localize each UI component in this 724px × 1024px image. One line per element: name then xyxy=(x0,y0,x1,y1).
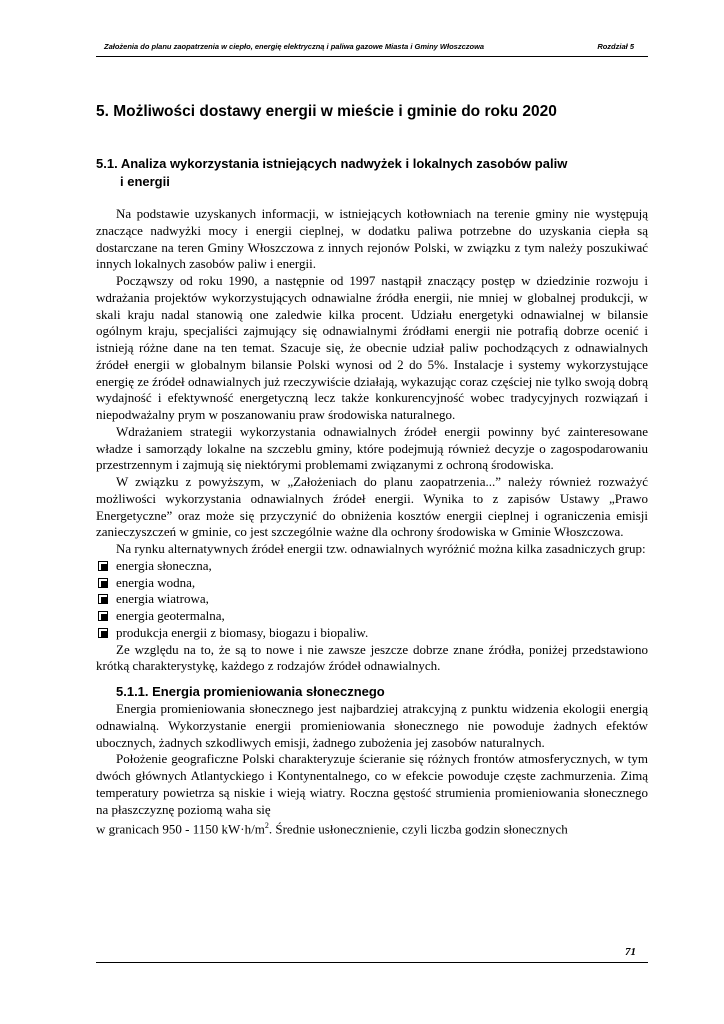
paragraph: Na rynku alternatywnych źródeł energii tzw. odnawialnych wyróżnić można kilka zasadniczych grup: xyxy=(116,541,646,556)
footer-rule xyxy=(96,962,648,963)
paragraph: W związku z powyższym, w „Założeniach do planu zaopatrzenia...” należy również rozważyć możliwości wykorzystania odnawialnych źródeł energii. Wynika to z zapisów Ustawy „Prawo Energetyczne” oraz może się przyczynić do obniżenia kosztów energii cieplnej i ograniczenia emisji zanieczyszczeń w gminie, co jest szczególnie ważne dla ochrony środowiska w Gminie Włoszczowa. xyxy=(96,474,648,540)
paragraph: Ze względu na to, że są to nowe i nie zawsze jeszcze dobrze znane źródła, poniżej przedstawiono krótką charakterystykę, każdego z rodzajów źródeł odnawialnych. xyxy=(96,641,648,674)
subsection-title: 5.1.1. Energia promieniowania słonecznego xyxy=(116,684,385,699)
paragraph: Wdrażaniem strategii wykorzystania odnawialnych źródeł energii powinny być zainteresowane władze i samorządy lokalne na szczeblu gminy, które podejmują również decyzje o zagospodarowaniu przestrzennym i zajmują się niektórymi problemami związanymi z ochroną środowiska. xyxy=(96,423,648,473)
paragraph: Na podstawie uzyskanych informacji, w istniejących kotłowniach na terenie gminy nie występują znaczące nadwyżki mocy i energii cieplnej, w dodatku paliwa potrzebne do uzyskania ciepła są dostarczane na teren Gminy Włoszczowa z innych rejonów Polski, w związku z tym należy poszukiwać innych lokalnych zasobów paliw i energii. xyxy=(96,206,648,272)
checkbox-bullet-icon xyxy=(98,611,108,621)
list-item xyxy=(96,575,648,592)
chapter-title: 5. Możliwości dostawy energii w mieście i gminie do roku 2020 xyxy=(96,103,557,120)
superscript: 2 xyxy=(264,821,269,831)
checkbox-bullet-icon xyxy=(98,594,108,604)
list-item-text: energia geotermalna, xyxy=(116,608,225,623)
list-item xyxy=(96,558,648,575)
header-chapter: Rozdział 5 xyxy=(597,42,634,51)
last-line-suffix: . Średnie usłonecznienie, czyli liczba godzin słonecznych xyxy=(268,821,568,837)
last-line-prefix: w granicach 950 - 1150 kW·h/m xyxy=(96,821,265,837)
page-header xyxy=(96,40,648,57)
body-text xyxy=(96,206,648,838)
paragraph: Począwszy od roku 1990, a następnie od 1997 nastąpił znaczący postęp w dziedzinie rozwoju i wdrażania projektów wykorzystujących odnawialne źródła energii, nie mniej w globalnej produkcji, w skali kraju nadal stanowią one zaledwie kilka procent. Udziału energetyki odnawialnej w bilansie ogólnym kraju, specjaliści zajmujący się odnawialnymi źródłami energii nie potrafią dobrze ocenić i istnieją różne dane na ten temat. Szacuje się, że obecnie udział paliw pochodzących z odnawialnych źródeł energii w globalnym bilansie Polski wynosi od 2 do 5%. Instalacje i systemy wykorzystujące energię ze źródeł odnawialnych już rzeczywiście działają, wykazując coraz częściej nie tylko swoją dobrą wydajność i efektywność energetyczną lecz także konkurencyjność wobec tradycyjnych rozwiązań i niepodważalny prym w poszanowaniu praw środowiska naturalnego. xyxy=(96,273,648,422)
list-item xyxy=(96,591,648,608)
list-item xyxy=(96,625,648,642)
paragraph-last-line xyxy=(96,818,648,838)
section-title-line2: i energii xyxy=(120,174,170,189)
checkbox-bullet-icon xyxy=(98,628,108,638)
section-title-line1: 5.1. Analiza wykorzystania istniejących nadwyżek i lokalnych zasobów paliw xyxy=(96,156,568,171)
list-item-text: energia słoneczna, xyxy=(116,557,212,573)
page-number: 71 xyxy=(625,946,636,958)
renewable-sources-list xyxy=(96,558,648,642)
list-item xyxy=(96,608,648,625)
section-title xyxy=(96,155,656,191)
paragraph: Położenie geograficzne Polski charakteryzuje ścieranie się różnych frontów atmosferycznych, w tym dwóch głównych Atlantyckiego i Kontynentalnego, co w efekcie powoduje częste zachmurzenia. Zimą temperatury powietrza są niskie i wieją wiatry. Roczna gęstość strumienia promieniowania słonecznego na płaszczyznę poziomą waha się xyxy=(96,751,648,817)
checkbox-bullet-icon xyxy=(98,578,108,588)
list-item-text: energia wodna, xyxy=(116,574,196,590)
list-item-text: energia wiatrowa, xyxy=(116,591,209,607)
checkbox-bullet-icon xyxy=(98,561,108,571)
header-title: Założenia do planu zaopatrzenia w ciepło, energię elektryczną i paliwa gazowe Miasta i Gminy Włoszczowa xyxy=(104,42,485,51)
paragraph: Energia promieniowania słonecznego jest najbardziej atrakcyjną z punktu widzenia ekologii energią odnawialną. Wykorzystanie energii promieniowania słonecznego nie powoduje żadnych efektów ubocznych, żadnych szkodliwych emisji, żadnego zubożenia jej zasobów naturalnych. xyxy=(96,701,648,750)
list-item-text: produkcja energii z biomasy, biogazu i biopaliw. xyxy=(116,624,369,640)
